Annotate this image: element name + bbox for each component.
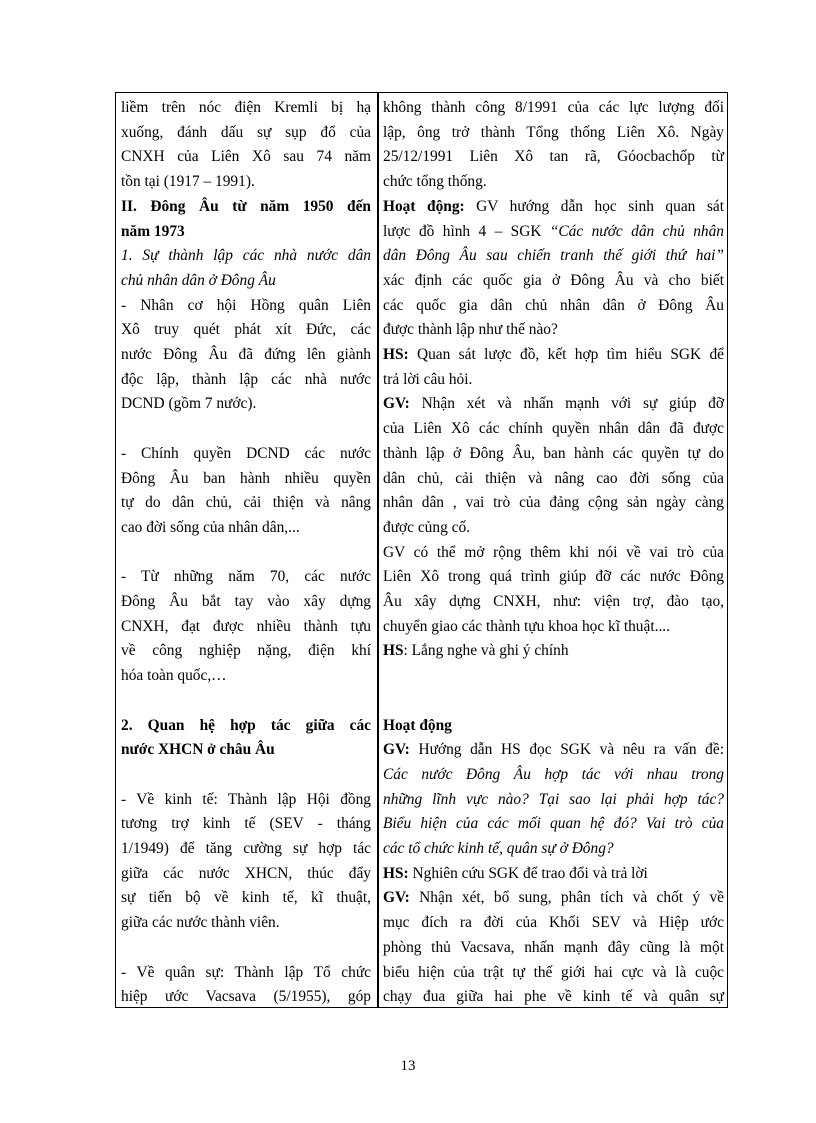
left-line: 1/1949) để tăng cường sự hợp tác [121, 840, 371, 858]
section-heading: II. Đông Âu từ năm 1950 đến [121, 197, 371, 215]
activity-heading: Hoạt động [383, 716, 452, 734]
right-line: được củng cố. [383, 518, 470, 536]
left-line: độc lập, thành lập các nhà nước [121, 370, 371, 388]
left-line: về công nghiệp nặng, điện khí [121, 642, 371, 660]
right-line: được thành lập như thế nào? [383, 321, 558, 339]
page-number: 13 [400, 1058, 416, 1074]
right-line: lược đồ hình 4 – SGK “Các nước dân chủ nhân [383, 222, 724, 240]
right-line: lập, ông trở thành Tổng thống Liên Xô. Ngày [383, 123, 724, 141]
right-line: HS: Lắng nghe và ghi ý chính [383, 642, 569, 660]
left-line: Đông Âu bắt tay vào xây dựng [121, 593, 371, 611]
right-line: HS: Nghiên cứu SGK để trao đổi và trả lời [383, 864, 648, 882]
right-line: 25/12/1991 Liên Xô tan rã, Góocbachốp từ [383, 148, 724, 166]
right-line: không thành công 8/1991 của các lực lượng đối [383, 99, 724, 116]
left-line: - Chính quyền DCND các nước [121, 444, 371, 462]
right-line: GV có thể mở rộng thêm khi nói về vai trò của [383, 543, 724, 561]
right-line: dân Đông Âu sau chiến tranh thế giới thứ hai” [383, 247, 724, 265]
left-line: giữa các nước XHCN, thúc đẩy [121, 864, 371, 882]
left-line: tự do dân chủ, cải thiện và nâng [121, 494, 371, 512]
left-line: DCND (gồm 7 nước). [121, 395, 257, 413]
left-line: - Về quân sự: Thành lập Tổ chức [121, 963, 371, 981]
left-line: CNXH của Liên Xô sau 74 năm [121, 148, 371, 166]
right-line: GV: Hướng dẫn HS đọc SGK và nêu ra vấn đề: [383, 741, 724, 759]
left-line: xuống, đánh dấu sự sụp đổ của [121, 123, 371, 141]
left-line: - Từ những năm 70, các nước [121, 568, 371, 586]
right-column [383, 96, 724, 1010]
right-line: GV: Nhận xét, bổ sung, phân tích và chốt ý về [383, 889, 724, 907]
right-line: Âu xây dựng CNXH, như: viện trợ, đào tạo, [383, 593, 724, 611]
subsection-heading: 1. Sự thành lập các nhà nước dân [121, 247, 371, 265]
left-line: Xô truy quét phát xít Đức, các [121, 321, 371, 339]
left-line: hóa toàn quốc,… [121, 667, 227, 685]
right-line: HS: Quan sát lược đồ, kết hợp tìm hiểu SGK để [383, 346, 724, 364]
left-line: sự tiến bộ về kinh tế, kĩ thuật, [121, 889, 371, 907]
right-line: Liên Xô trong quá trình giúp đỡ các nước Đông [383, 568, 724, 586]
left-line: giữa các nước thành viên. [121, 914, 280, 932]
right-line: dân chủ, cải thiện và nâng cao đời sống của [383, 469, 724, 487]
left-line: tương trợ kinh tế (SEV - tháng [121, 815, 371, 833]
right-line: Biểu hiện của các mối quan hệ đó? Vai trò của [383, 815, 724, 833]
right-line: chạy đua giữa hai phe về kinh tế và quân sự [383, 988, 724, 1006]
activity-label: Hoạt động: [383, 197, 465, 215]
right-line: những lĩnh vực nào? Tại sao lại phải hợp tác? [383, 790, 724, 808]
section-heading: 2. Quan hệ hợp tác giữa các [121, 716, 371, 734]
right-line: biểu hiện của trật tự thế giới hai cực và là cuộc [383, 963, 724, 981]
hs-label: HS: [383, 346, 409, 364]
right-line: chức tổng thống. [383, 173, 487, 191]
left-line: nước Đông Âu đã đứng lên giành [121, 346, 371, 364]
right-line: Hoạt động: GV hướng dẫn học sinh quan sát [383, 197, 724, 215]
right-line: các quốc gia dân chủ nhân dân ở Đông Âu [383, 296, 724, 314]
left-column [121, 96, 371, 1010]
right-line: nhân dân , vai trò của đảng cộng sản ngày càng [383, 494, 724, 512]
left-line: CNXH, đạt được nhiều thành tựu [121, 617, 371, 635]
left-line: cao đời sống của nhân dân,... [121, 518, 300, 536]
right-line: các tổ chức kinh tế, quân sự ở Đông? [383, 840, 614, 858]
right-line: xác định các quốc gia ở Đông Âu và cho biết [383, 271, 724, 289]
hs-label: HS: [383, 864, 409, 882]
right-line: mục đích ra đời của Khối SEV và Hiệp ước [383, 914, 724, 932]
hs-label: HS [383, 642, 404, 660]
gv-label: GV: [383, 741, 410, 759]
right-line: GV: Nhận xét và nhấn mạnh với sự giúp đỡ [383, 395, 724, 413]
left-line: hiệp ước Vacsava (5/1955), góp [121, 988, 371, 1006]
right-line: phòng thủ Vacsava, nhấn mạnh đây cũng là một [383, 938, 724, 956]
right-line: chuyển giao các thành tựu khoa học kĩ thuật.... [383, 617, 670, 635]
column-divider [377, 92, 380, 1008]
left-line: - Về kinh tế: Thành lập Hội đồng [121, 790, 371, 808]
left-line: tồn tại (1917 – 1991). [121, 173, 255, 191]
right-line: thành lập ở Đông Âu, ban hành các quyền tự do [383, 444, 724, 462]
gv-label: GV: [383, 889, 410, 907]
section-heading: năm 1973 [121, 222, 185, 240]
gv-label: GV: [383, 395, 410, 413]
left-line: - Nhân cơ hội Hồng quân Liên [121, 296, 371, 314]
left-line: liềm trên nóc điện Kremli bị hạ [121, 99, 371, 116]
section-heading: nước XHCN ở châu Âu [121, 741, 275, 759]
left-line: Đông Âu ban hành nhiều quyền [121, 469, 371, 487]
subsection-heading: chủ nhân dân ở Đông Âu [121, 271, 276, 289]
right-line: trả lời câu hỏi. [383, 370, 473, 388]
right-line: của Liên Xô các chính quyền nhân dân đã được [383, 420, 724, 438]
right-line: Các nước Đông Âu hợp tác với nhau trong [383, 765, 724, 783]
